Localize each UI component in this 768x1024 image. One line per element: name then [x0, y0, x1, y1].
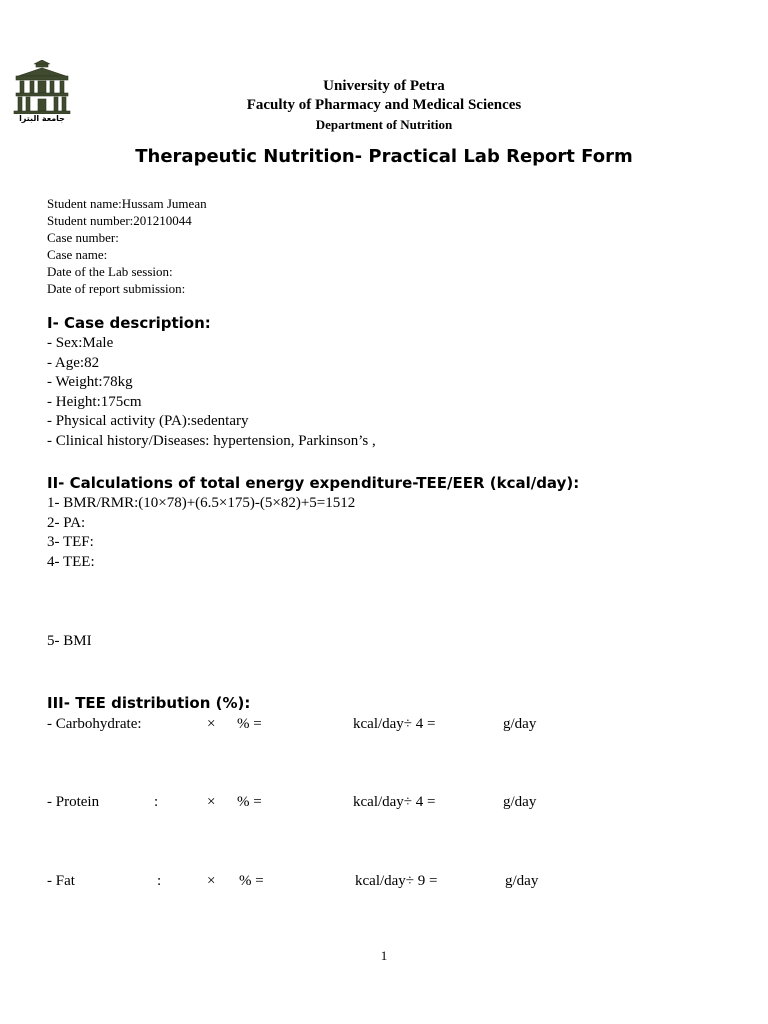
- case-name-line: Case name:: [47, 247, 108, 262]
- grams-per-day: g/day: [503, 794, 537, 810]
- calc-tee: 4- TEE:: [47, 554, 95, 570]
- case-clinical-history: - Clinical history/Diseases: hypertension, Parkinson’s ,: [47, 433, 376, 449]
- lab-date-line: Date of the Lab session:: [47, 264, 173, 279]
- student-name-line: Student name:Hussam Jumean: [47, 196, 207, 211]
- page-number: 1: [380, 948, 388, 963]
- submission-date-line: Date of report submission:: [47, 281, 186, 296]
- calc-bmi: 5- BMI: [47, 633, 92, 649]
- case-age: - Age:82: [47, 355, 100, 371]
- row-label: - Protein: [47, 794, 100, 810]
- case-physical-activity: - Physical activity (PA):sedentary: [47, 413, 249, 429]
- report-title: Therapeutic Nutrition- Practical Lab Report Form: [135, 146, 633, 167]
- kcal-per-day: kcal/day÷ 9 =: [355, 873, 438, 889]
- department-name: Department of Nutrition: [315, 117, 453, 132]
- case-height: - Height:175cm: [47, 394, 142, 410]
- percent-equals: % =: [237, 794, 262, 810]
- row-colon: :: [154, 794, 159, 810]
- section-1-heading: I- Case description:: [47, 314, 211, 332]
- student-number-line: Student number:201210044: [47, 213, 192, 228]
- row-label: - Fat: [47, 873, 75, 889]
- calc-pa: 2- PA:: [47, 515, 86, 531]
- logo-text: جامعة البترا: [19, 114, 65, 123]
- calc-bmr: 1- BMR/RMR:(10×78)+(6.5×175)-(5×82)+5=1512: [47, 495, 356, 511]
- times-sign: ×: [207, 873, 216, 889]
- row-label: - Carbohydrate:: [47, 716, 142, 732]
- section-2-heading: II- Calculations of total energy expenditure-TEE/EER (kcal/day):: [47, 474, 580, 492]
- kcal-per-day: kcal/day÷ 4 =: [353, 794, 436, 810]
- row-colon: :: [157, 873, 162, 889]
- times-sign: ×: [207, 794, 216, 810]
- case-sex: - Sex:Male: [47, 335, 114, 351]
- grams-per-day: g/day: [505, 873, 539, 889]
- university-name: University of Petra: [323, 78, 445, 94]
- kcal-per-day: kcal/day÷ 4 =: [353, 716, 436, 732]
- times-sign: ×: [207, 716, 216, 732]
- section-3-heading: III- TEE distribution (%):: [47, 694, 251, 712]
- case-weight: - Weight:78kg: [47, 374, 133, 390]
- faculty-name: Faculty of Pharmacy and Medical Sciences: [246, 97, 522, 113]
- case-number-line: Case number:: [47, 230, 119, 245]
- percent-equals: % =: [239, 873, 264, 889]
- calc-tef: 3- TEF:: [47, 534, 94, 550]
- grams-per-day: g/day: [503, 716, 537, 732]
- percent-equals: % =: [237, 716, 262, 732]
